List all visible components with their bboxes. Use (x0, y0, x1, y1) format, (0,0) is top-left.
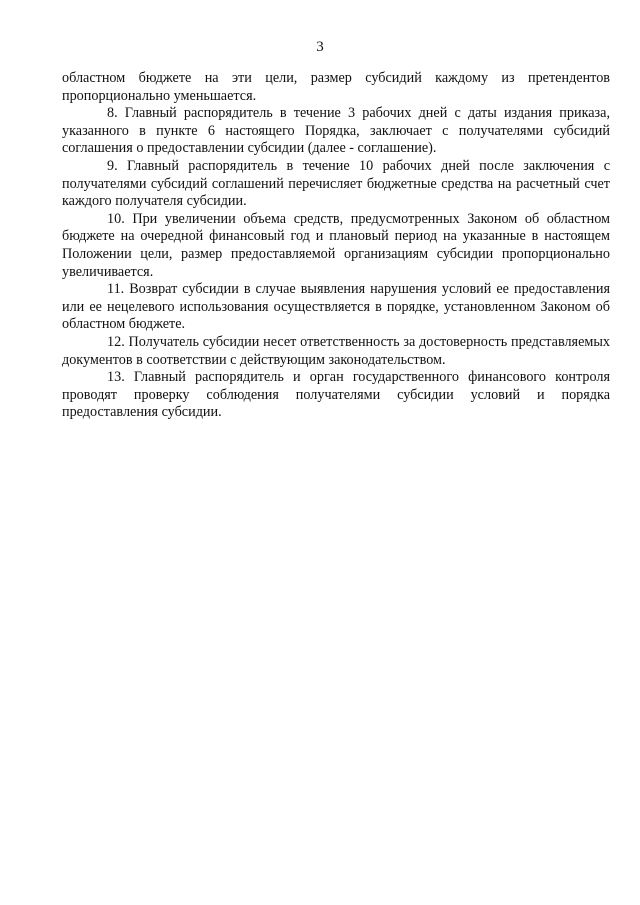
paragraph-item-12: 12. Получатель субсидии несет ответственность за достоверность представляемых документов в соответствии с действующим законодательством. (62, 333, 610, 368)
paragraph-item-13: 13. Главный распорядитель и орган государственного финансового контроля проводят проверку соблюдения получателями субсидии условий и порядка предоставления субсидии. (62, 369, 610, 421)
page-number: 3 (316, 39, 324, 55)
paragraph-item-9: 9. Главный распорядитель в течение 10 рабочих дней после заключения с получателями субсидий соглашений перечисляет бюджетные средства на расчетный счет каждого получателя субсидии. (62, 157, 610, 210)
paragraph-item-10: 10. При увеличении объема средств, предусмотренных Законом об областном бюджете на очередной финансовый год и плановый период на указанные в настоящем Положении цели, размер предоставляемой организациям субсидии пропорционально увеличивается. (62, 210, 610, 280)
paragraph-continuation: областном бюджете на эти цели, размер субсидий каждому из претендентов пропорционально уменьшается. (62, 70, 610, 104)
paragraph-item-8: 8. Главный распорядитель в течение 3 рабочих дней с даты издания приказа, указанного в пункте 6 настоящего Порядка, заключает с получателями субсидий соглашения о предоставлении субсидии (далее - соглашение). (62, 105, 610, 157)
document-body (62, 70, 610, 422)
paragraph-item-11: 11. Возврат субсидии в случае выявления нарушения условий ее предоставления или ее нецелевого использования осуществляется в порядке, установленном Законом об областном бюджете. (62, 281, 610, 333)
